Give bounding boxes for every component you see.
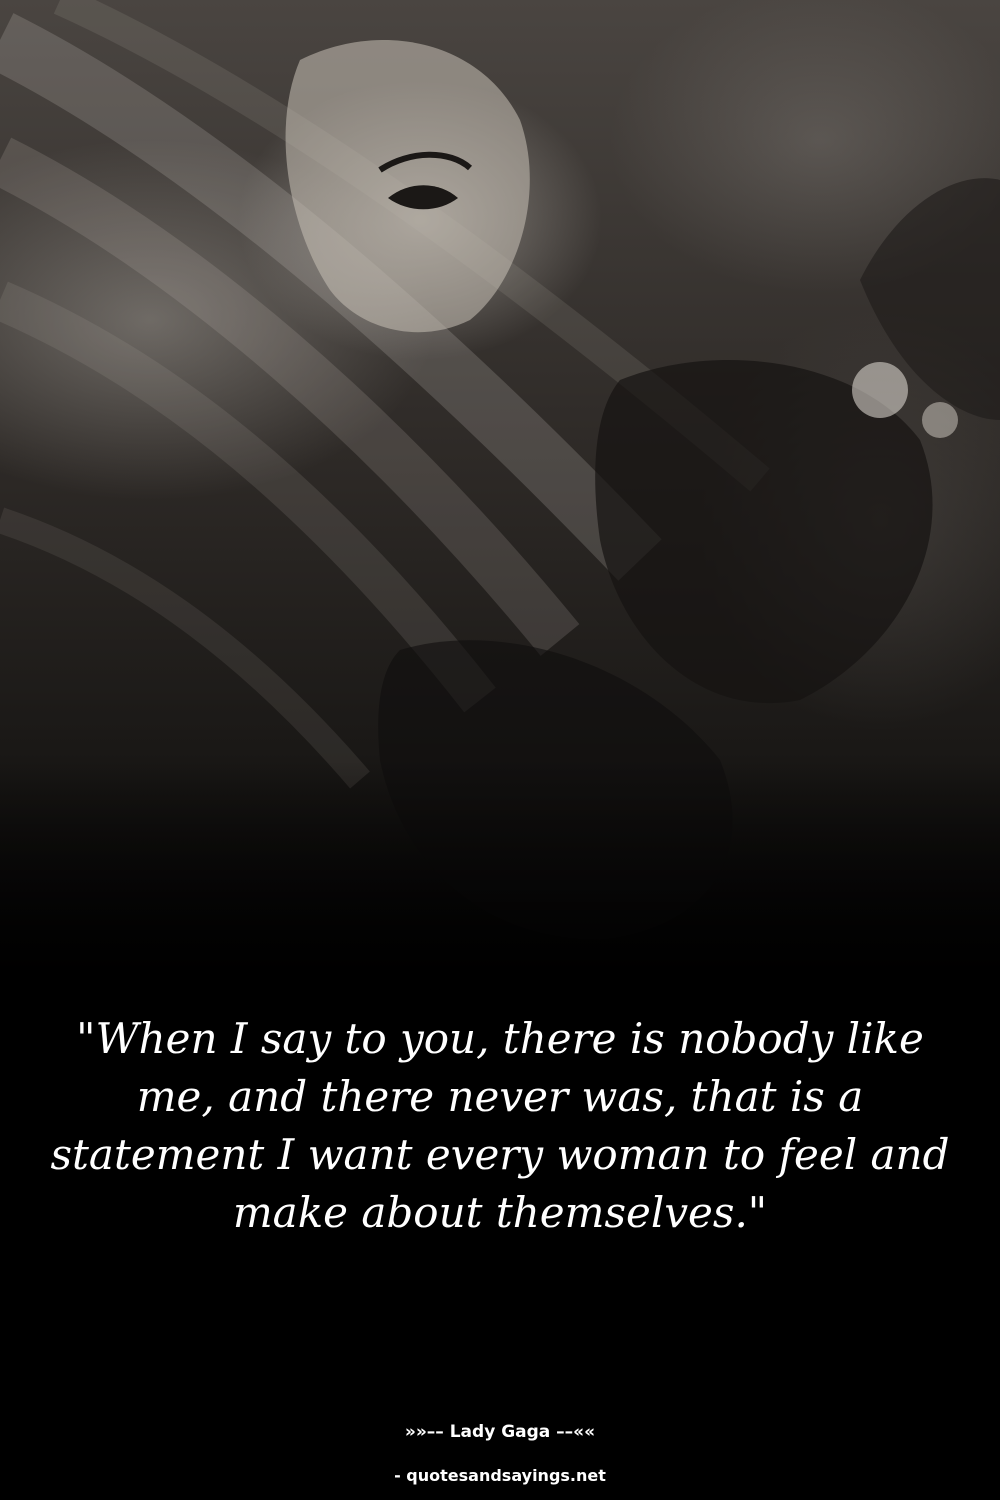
photo-fade — [0, 760, 1000, 1000]
quote-text: "When I say to you, there is nobody like me, and there never was, that is a statement I want every woman to feel and make about themselves." — [50, 1014, 950, 1237]
source-credit: - quotesandsayings.net — [394, 1466, 606, 1485]
quote-author: »»–– Lady Gaga ––«« — [404, 1422, 596, 1442]
